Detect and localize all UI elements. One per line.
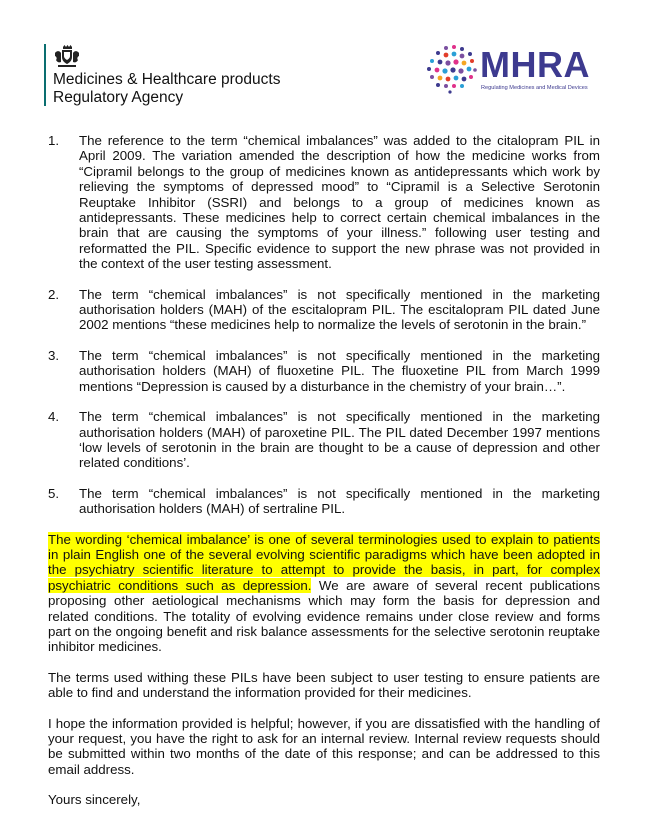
item-text: The term “chemical imbalances” is not specifically mentioned in the marketing authorisation holders (MAH) of paroxetine PIL. The PIL dated December 1997 mentions ‘low levels of serotonin in the brain are thought to be a cause of depression and other related conditions’. <box>79 409 600 471</box>
user-testing-paragraph: The terms used withing these PILs have been subject to user testing to ensure patients are able to find and understand the information provided for their medicines. <box>48 669 600 701</box>
logo-rule <box>44 44 46 106</box>
item-number: 1. <box>48 133 60 148</box>
item-text: The term “chemical imbalances” is not specifically mentioned in the marketing authorisation holders (MAH) of the escitalopram PIL. The escitalopram PIL dated June 2002 mentions “these medicines help to normalize the levels of serotonin in the brain.” <box>79 286 600 333</box>
highlight-paragraph <box>48 532 600 655</box>
mhra-logo <box>424 44 604 100</box>
agency-logo <box>44 44 304 110</box>
mhra-wordmark: MHRA <box>480 44 590 85</box>
list-item <box>48 133 600 272</box>
item-text: The term “chemical imbalances” is not specifically mentioned in the marketing authorisation holders (MAH) of sertraline PIL. <box>79 485 600 517</box>
list-item <box>48 486 600 517</box>
item-number: 4. <box>48 409 60 425</box>
mhra-dot-cluster-icon <box>424 44 478 94</box>
item-text: The reference to the term “chemical imbalances” was added to the citalopram PIL in April 2009. The variation amended the description of how the medicine works from “Cipramil belongs to the group of medicines known as antidepressants which work by relieving the symptoms of depressed mood” to “Cipramil is a Selective Serotonin Reuptake Inhibitor (SSRI) and belongs to a group of medicines known as antidepressants. These medicines help to correct certain chemical imbalances in the brain that are causing the symptoms of your illness.” following user testing and reformatted the PIL. Specific evidence to support the new phrase was not provided in the context of the user testing assessment. <box>79 133 600 272</box>
highlighted-text: The wording ‘chemical imbalance’ is one of several terminologies used to explain to patients in plain English one of the several evolving scientific paradigms which have been adopted in the psychiatry scientific literature to attempt to provide the basis, in part, for complex psychiatric conditions such as depression. <box>48 531 600 593</box>
review-paragraph: I hope the information provided is helpful; however, if you are dissatisfied with the handling of your request, you have the right to ask for an internal review. Internal review requests should be submitted within two months of the date of this response; and can be addressed to this email address. <box>48 715 600 777</box>
item-text: The term “chemical imbalances” is not specifically mentioned in the marketing authorisation holders (MAH) of fluoxetine PIL. The fluoxetine PIL from March 1999 mentions “Depression is caused by a disturbance in the chemistry of your brain…”. <box>79 347 600 394</box>
list-item <box>48 409 600 471</box>
agency-name-line2: Regulatory Agency <box>53 89 184 106</box>
letter-body <box>48 133 600 823</box>
mhra-tagline: Regulating Medicines and Medical Devices <box>481 85 588 91</box>
item-number: 3. <box>48 347 60 363</box>
item-number: 2. <box>48 286 60 302</box>
item-number: 5. <box>48 485 60 501</box>
royal-crest-icon <box>52 44 82 70</box>
list-item <box>48 348 600 394</box>
agency-name-line1: Medicines & Healthcare products <box>53 71 281 88</box>
paragraph-continuation: We are aware of several recent publications proposing other aetiological mechanisms which may form the basis for depression and related conditions. The totality of evolving evidence remains under close review and forms part on the ongoing benefit and risk balance assessments for the selective serotonin reuptake inhibitor medicines. <box>48 577 600 655</box>
list-item <box>48 287 600 333</box>
closing-salutation: Yours sincerely, <box>48 792 141 808</box>
